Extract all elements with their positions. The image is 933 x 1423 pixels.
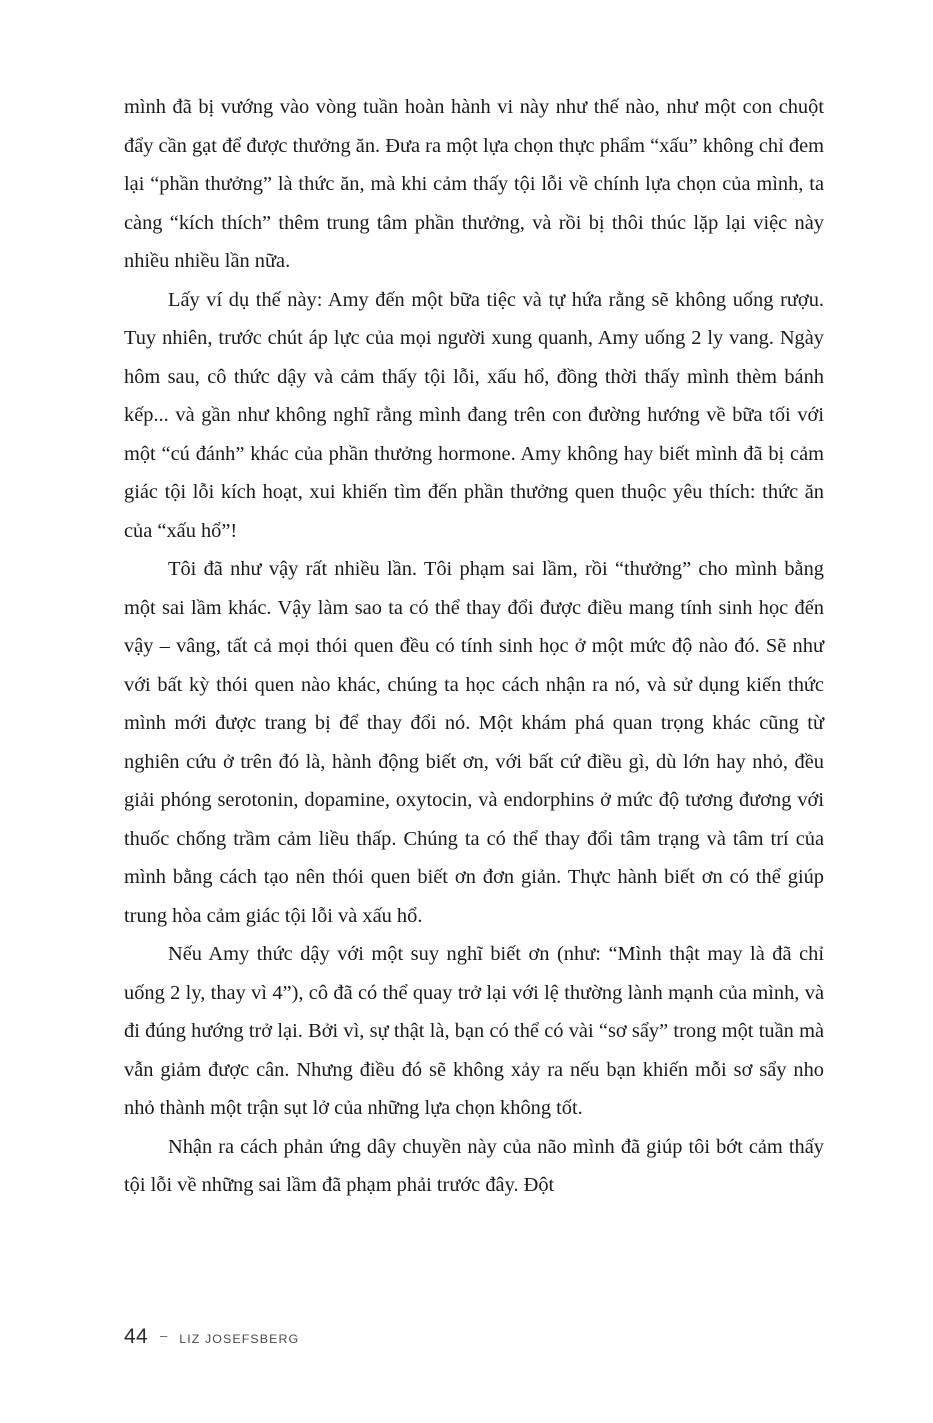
page-body [124, 88, 824, 1205]
running-head: LIZ JOSEFSBERG [179, 1332, 300, 1346]
paragraph: Nhận ra cách phản ứng dây chuyền này của não mình đã giúp tôi bớt cảm thấy tội lỗi về những sai lầm đã phạm phải trước đây. Đột [124, 1135, 824, 1196]
page-footer [124, 1325, 299, 1349]
page-number: 44 [124, 1325, 148, 1348]
folio-separator: – [159, 1328, 168, 1343]
paragraph: Tôi đã như vậy rất nhiều lần. Tôi phạm sai lầm, rồi “thưởng” cho mình bằng một sai lầm khác. Vậy làm sao ta có thể thay đổi được điều mang tính sinh học đến vậy – vâng, tất cả mọi thói quen đều có tính sinh học ở một mức độ nào đó. Sẽ như với bất kỳ thói quen nào khác, chúng ta học cách nhận ra nó, và sử dụng kiến thức mình mới được trang bị để thay đổi nó. Một khám phá quan trọng khác cũng từ nghiên cứu ở trên đó là, hành động biết ơn, với bất cứ điều gì, dù lớn hay nhỏ, đều giải phóng serotonin, dopamine, oxytocin, và endorphins ở mức độ tương đương với thuốc chống trầm cảm liều thấp. Chúng ta có thể thay đổi tâm trạng và tâm trí của mình bằng cách tạo nên thói quen biết ơn đơn giản. Thực hành biết ơn có thể giúp trung hòa cảm giác tội lỗi và xấu hổ. [124, 558, 824, 927]
paragraph: Nếu Amy thức dậy với một suy nghĩ biết ơn (như: “Mình thật may là đã chỉ uống 2 ly, thay vì 4”), cô đã có thể quay trở lại với lệ thường lành mạnh của mình, và đi đúng hướng trở lại. Bởi vì, sự thật là, bạn có thể có vài “sơ sẩy” trong một tuần mà vẫn giảm được cân. Nhưng điều đó sẽ không xảy ra nếu bạn khiến mỗi sơ sẩy nho nhỏ thành một trận sụt lở của những lựa chọn không tốt. [124, 943, 824, 1119]
paragraph: Lấy ví dụ thế này: Amy đến một bữa tiệc và tự hứa rằng sẽ không uống rượu. Tuy nhiên, trước chút áp lực của mọi người xung quanh, Amy uống 2 ly vang. Ngày hôm sau, cô thức dậy và cảm thấy tội lỗi, xấu hổ, đồng thời thấy mình thèm bánh kếp... và gần như không nghĩ rằng mình đang trên con đường hướng về bữa tối với một “cú đánh” khác của phần thưởng hormone. Amy không hay biết mình đã bị cảm giác tội lỗi kích hoạt, xui khiến tìm đến phần thưởng quen thuộc yêu thích: thức ăn của “xấu hổ”! [124, 288, 824, 542]
paragraph: mình đã bị vướng vào vòng tuần hoàn hành vi này như thế nào, như một con chuột đẩy cần gạt để được thưởng ăn. Đưa ra một lựa chọn thực phẩm “xấu” không chỉ đem lại “phần thưởng” là thức ăn, mà khi cảm thấy tội lỗi về chính lựa chọn của mình, ta càng “kích thích” thêm trung tâm phần thưởng, và rồi bị thôi thúc lặp lại việc này nhiều nhiều lần nữa. [124, 96, 824, 272]
